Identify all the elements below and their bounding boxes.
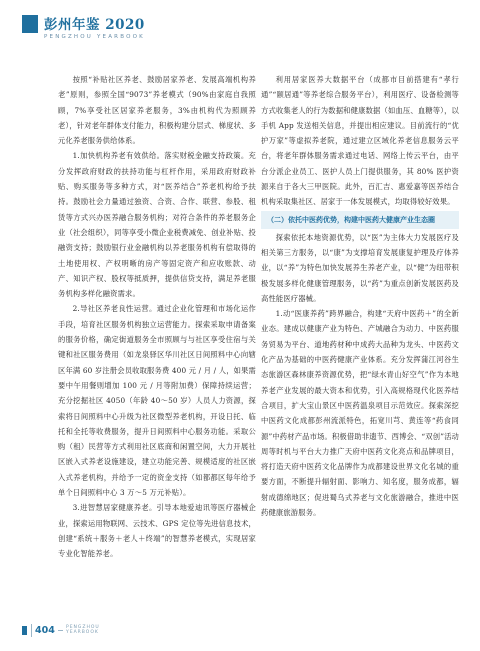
paragraph-institution-supply: 1.加快机构养老有效供给。落实财税金融支持政策。充分发挥政府财政的扶持功能与杠杆作用，采用政府财政补贴、购买服务等多种方式，对“医养结合”养老机构给予扶持。鼓励社会力量通过独资、合资、合作、联营、参股、租赁等方式兴办医养融合服务机构；对符合条件的养老服务企业（社会组织），同等享受小微企业税费减免、创业补贴、投融资支持；鼓励银行业金融机构以养老服务机构有偿取得的土地使用权、产权明晰的房产等固定资产和应收账款、动产、知识产权、股权等抵质押，提供信贷支持，满足养老服务机构多样化融资需求。 (58, 151, 256, 299)
footer-label-line2: YEARBOOK (66, 630, 99, 635)
footer-label (66, 625, 100, 635)
paragraph-tcm-strategy: 探索依托本地资源优势，以“医”为主体大力发展医疗及相关第三方服务，以“康”为支撑培育发展康复护理及疗体养业，以“养”为特色加快发展养生养老产业，以“健”为纽带积极发展多样化健康管理服务，以“药”为重点创新发展医药及高性能医疗器械。 (261, 232, 459, 303)
header-color-block (22, 15, 38, 33)
page-number: 404 (35, 625, 55, 636)
yearbook-title: 彭州年鉴 2020 (44, 17, 145, 33)
paragraph-community-operation: 2.导社区养老良性运营。通过企业化管理和市场化运作手段，培育社区服务机构独立运营能力。探索采取申请备案的服务价格，确定街道服务全市照顾与与社区享受住宿与关键和社区服务费用（如龙泉驿区华川社区日间照料中心向辖区年满 60 岁注册会员收取服务费 400 元 / 月 / 人，如果需要中午用餐则增加 100 元 / 月等附加费）保障持续运营；充分挖掘社区 4050（年龄 40～50 岁）人员人力资源，探索将日间照料中心升级为社区微型养老机构，开设日托、临托和全托等收费服务，提升日间照料中心服务功能。采取公购（租）民营等方式利用社区底商和闲置空间，大力开展社区嵌入式养老设施建设，建立功能完善、规模适度的社区嵌入式养老机构，并给予一定的资金支持（如都都区每年给予单个日间照料中心 3 万～5 万元补贴）。 (58, 304, 256, 498)
footer-color-mark (22, 626, 27, 635)
paragraph-smart-home-care: 3.进智慧居家健康养老。引导本地爱迪讯等医疗器械企业，探索运用物联网、云技术、GPS 定位等先进信息技术，创建“系统＋服务＋老人＋终端”的智慧养老模式，实现居家专业化智能养老。 (58, 503, 256, 559)
footer-divider (31, 624, 32, 637)
footer-rule (58, 630, 63, 631)
yearbook-subtitle: PENGZHOU YEARBOOK (44, 34, 145, 40)
paragraph-smart-platform: 利用居家医养大数据平台（成都市目前搭建有“孝行通”“颐居通”等养老综合服务平台），利用医疗、设备检测等方式收集老人的行为数据和健康数据（如血压、血糖等），以手机 App 发送相关信息，并提出相应建议。目前流行的“优护万家”等虚拟养老院，通过建立区域化养老信息服务云平台，将老年群体服务需求通过电话、网络上传云平台，由平台分派企业员工、医护人员上门提供服务，其 80% 医护资源来自于各大三甲医院。此外，百汇吉、惠爱嘉等医养结合机构采取集社区、居家于一体发展模式，均取得较好效果。 (261, 75, 459, 207)
page-header (0, 0, 480, 58)
paragraph-tcm-integration: 1.动“医康养药”跨界融合，构建“天府中医药＋”的全新业态。建成以健康产业为特色、产城融合为动力、中医药服务贸易为平台、道地药材种中成药大品种为龙头、中医药文化产品为基础的中医药健康产业体系。充分发挥蒲江河谷生态旅游区森林康养资源优势，把“绿水青山好空气”作为本地养老产业发展的最大资本和优势，引入高规格现代化医养结合项目，扩大宝山景区中医药温泉项目示范效应。探索深挖中医药文化成都彭州流派特色，拓宽川芎、黄连等“药食同源”中药材产品市场。积极借助非遗节、西博会、“双创”活动周等时机与平台大力推广天府中医药文化亮点和品牌项目，将打造天府中医药文化品牌作为成都建设世界文化名城的重要方面，不断提升辐射面、影响力、知名度，服务成都，辐射成德绵地区；促进蜀乌式养老与文化旅游融合，推进中医药健康旅游服务。 (261, 309, 459, 518)
footer-label-line1: PENGZHOU (66, 625, 100, 630)
page-footer (0, 610, 480, 640)
paragraph-intro: 按照“补贴社区养老、鼓励居家养老、发展高端机构养老”原则，参照全国“9073”养老模式（90%由家庭自我照顾，7%享受社区居家养老服务，3%由机构代为照顾养老），针对老年群体支付能力，积极构建分层式、梯度状、多元化养老服务供给体系。 (58, 75, 256, 146)
right-column (261, 72, 459, 520)
section-subheading: （二）依托中医药优势，构建中医药大健康产业生态圈 (261, 211, 459, 229)
left-column (58, 72, 256, 562)
